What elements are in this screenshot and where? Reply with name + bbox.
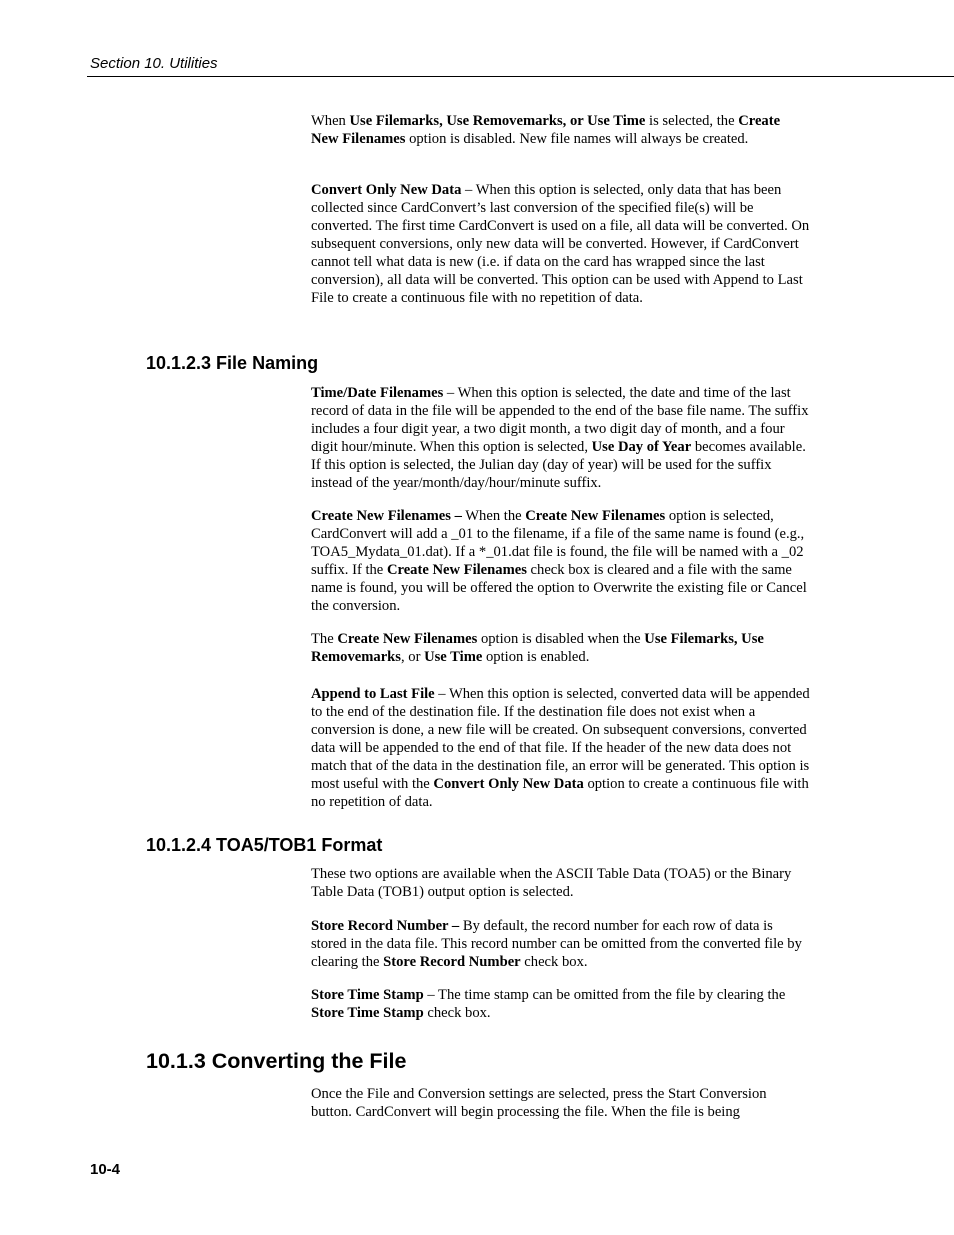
paragraph-toa5-tob1-intro: These two options are available when the ASCII Table Data (TOA5) or the Binary Table Data (TOB1) output option is selected. (311, 866, 792, 900)
heading-toa5-tob1-format: 10.1.2.4 TOA5/TOB1 Format (146, 835, 383, 855)
paragraph-store-time-stamp: Store Time Stamp – The time stamp can be omitted from the file by clearing the Store Time Stamp check box. (311, 987, 786, 1021)
running-header: Section 10. Utilities (90, 55, 218, 72)
heading-file-naming: 10.1.2.3 File Naming (146, 353, 319, 373)
paragraph-converting-intro: Once the File and Conversion settings are selected, press the Start Conversion button. CardConvert will begin processing the file. When the file is being (311, 1086, 767, 1120)
heading-converting-the-file: 10.1.3 Converting the File (146, 1049, 407, 1073)
paragraph-create-new-filenames: Create New Filenames – When the Create New Filenames option is selected, CardConvert will add a _01 to the filename, if a file of the same name is found (e.g., TOA5_Mydata_01.dat). If a *_01.dat file is found, the file will be named with a _02 suffix. If the Create New Filenames check box is cleared and a file with the same name is found, you will be offered the option to Overwrite the existing file or Cancel the conversion. (311, 508, 807, 614)
header-divider (87, 76, 954, 77)
paragraph-time-date-filenames: Time/Date Filenames – When this option is selected, the date and time of the last record of data in the file will be appended to the end of the base file name. The suffix includes a four digit year, a two digit month, a two digit day of month, and a four digit hour/minute. When this option is selected, Use Day of Year becomes available. If this option is selected, the Julian day (day of year) will be used for the suffix instead of the year/month/day/hour/minute suffix. (311, 385, 809, 491)
paragraph-create-new-filenames-disabled: The Create New Filenames option is disabled when the Use Filemarks, Use Removemarks, or Use Time option is enabled. (311, 631, 764, 665)
paragraph-append-to-last-file: Append to Last File – When this option is selected, converted data will be appended to the end of the destination file. If the destination file does not exist when a conversion is done, a new file will be created. On subsequent conversions, converted data will be appended to the end of that file. If the header of the new data does not match that of the data in the destination file, an error will be generated. This option is most useful with the Convert Only New Data option to create a continuous file with no repetition of data. (311, 686, 810, 810)
paragraph-disabled-note: When Use Filemarks, Use Removemarks, or Use Time is selected, the Create New Filenames option is disabled. New file names will always be created. (311, 113, 781, 147)
page-number: 10-4 (90, 1161, 121, 1178)
paragraph-convert-only-new-data: Convert Only New Data – When this option is selected, only data that has been collected since CardConvert’s last conversion of the specified file(s) will be converted. The first time CardConvert is used on a file, all data will be converted. On subsequent conversions, only new data will be converted. However, if CardConvert cannot tell what data is new (i.e. if data on the card has wrapped since the last conversion), all data will be converted. This option can be used with Append to Last File to create a continuous file with no repetition of data. (311, 182, 810, 306)
paragraph-store-record-number: Store Record Number – By default, the record number for each row of data is stored in the data file. This record number can be omitted from the converted file by clearing the Store Record Number check box. (311, 918, 802, 970)
